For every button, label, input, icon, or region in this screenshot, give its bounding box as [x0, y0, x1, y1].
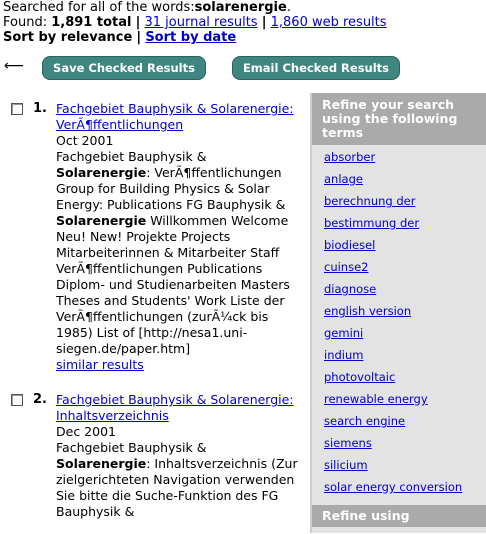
- refine-term: [324, 172, 486, 194]
- refine-header: Refine your search using the following terms: [312, 93, 486, 145]
- snippet-highlight: Solarenergie: [56, 456, 147, 471]
- refine-term: [324, 260, 486, 282]
- refine-term-link[interactable]: english version: [324, 304, 412, 318]
- refine-term: [324, 216, 486, 238]
- sort-line: [3, 30, 486, 45]
- refine-terms-list: [312, 145, 486, 502]
- refine-term: [324, 370, 486, 392]
- refine-term-link[interactable]: indium: [324, 348, 364, 362]
- refine-term-link[interactable]: siemens: [324, 436, 372, 450]
- refine-term: [324, 436, 486, 458]
- refine-term: [324, 458, 486, 480]
- refine-term-link[interactable]: berechnung der: [324, 194, 416, 208]
- searched-prefix: Searched for all of the words:: [3, 0, 195, 15]
- snippet-text: Willkommen Welcome Neu! New! Projekte Projects Mitarbeiterinnen & Mitarbeiter Staff VerÃ¶ffentlichungen Publications Diplom- und Studienarbeiten Masters Theses and Students' Work Liste der VerÃ¶ffentlichungen (zurÃ¼ck bis 1985) List of [http://nesa1.uni-siegen.de/paper.htm]: [56, 213, 290, 356]
- refine-term: [324, 194, 486, 216]
- searched-for-line: [3, 0, 486, 15]
- refine-term-link[interactable]: absorber: [324, 150, 376, 164]
- result-date: Oct 2001: [56, 133, 114, 148]
- snippet-text: Fachgebiet Bauphysik &: [56, 149, 207, 164]
- refine-term: [324, 238, 486, 260]
- refine-term: [324, 480, 486, 502]
- results-list: [0, 96, 306, 534]
- refine-term-link[interactable]: diagnose: [324, 282, 377, 296]
- refine-term-link[interactable]: renewable energy: [324, 392, 428, 406]
- snippet-text: : Inhaltsverzeichnis (Zur zielgerichteten Navigation verwenden Sie bitte die Suche-Funktion des FG Bauphysik &: [56, 456, 298, 519]
- refine-term: [324, 282, 486, 304]
- refine-term: [324, 150, 486, 172]
- refine-term-link[interactable]: biodiesel: [324, 238, 376, 252]
- refine-term: [324, 392, 486, 414]
- found-total: 1,891 total: [51, 15, 132, 30]
- save-checked-results-button[interactable]: Save Checked Results: [42, 56, 206, 80]
- sort-by-date-link[interactable]: Sort by date: [145, 30, 237, 45]
- result-checkbox[interactable]: [11, 394, 23, 406]
- separator: |: [136, 30, 142, 45]
- result-title-link[interactable]: Fachgebiet Bauphysik & Solarenergie: VerÃ¶ffentlichungen: [56, 101, 294, 132]
- refine-term-link[interactable]: bestimmung der: [324, 216, 420, 230]
- journal-results-link[interactable]: 31 journal results: [144, 15, 258, 30]
- snippet-text: : VerÃ¶ffentlichungen Group for Building Physics & Solar Energy: Publications FG Bauphysik &: [56, 165, 286, 212]
- refine-term-link[interactable]: anlage: [324, 172, 363, 186]
- similar-results-link[interactable]: similar results: [56, 357, 144, 372]
- separator: |: [135, 15, 141, 30]
- searched-term: solarenergie: [194, 0, 287, 15]
- result-title-link[interactable]: Fachgebiet Bauphysik & Solarenergie: Inhaltsverzeichnis: [56, 392, 294, 423]
- result-number: 2.: [33, 392, 47, 407]
- result-item: [0, 387, 306, 520]
- separator: |: [261, 15, 267, 30]
- result-number: 1.: [33, 101, 47, 116]
- refine-term-link[interactable]: gemini: [324, 326, 364, 340]
- refine-term-link[interactable]: silicium: [324, 458, 368, 472]
- found-prefix: Found:: [3, 15, 48, 30]
- refine-using-header: Refine using: [312, 505, 486, 527]
- web-results-link[interactable]: 1,860 web results: [270, 15, 387, 30]
- refine-term: [324, 414, 486, 436]
- result-date: Dec 2001: [56, 424, 116, 439]
- refine-term-link[interactable]: photovoltaic: [324, 370, 396, 384]
- result-snippet: [56, 440, 304, 520]
- result-snippet: [56, 149, 304, 357]
- refine-term-link[interactable]: solar energy conversion: [324, 480, 463, 494]
- sort-by-relevance: Sort by relevance: [3, 30, 133, 45]
- snippet-text: Fachgebiet Bauphysik &: [56, 440, 207, 455]
- back-arrow-icon[interactable]: ⟵: [4, 58, 25, 74]
- snippet-highlight: Solarenergie: [56, 213, 147, 228]
- searched-suffix: .: [286, 0, 291, 15]
- results-toolbar: [0, 56, 486, 80]
- snippet-highlight: Solarenergie: [56, 165, 147, 180]
- refine-term: [324, 348, 486, 370]
- refine-sidebar: [310, 93, 486, 533]
- refine-term: [324, 304, 486, 326]
- email-checked-results-button[interactable]: Email Checked Results: [232, 56, 400, 80]
- refine-term-link[interactable]: search engine: [324, 414, 406, 428]
- result-item: [0, 96, 306, 373]
- refine-term-link[interactable]: cuinse2: [324, 260, 369, 274]
- refine-term: [324, 326, 486, 348]
- found-line: [3, 15, 486, 30]
- search-summary: [3, 0, 486, 45]
- result-checkbox[interactable]: [11, 103, 23, 115]
